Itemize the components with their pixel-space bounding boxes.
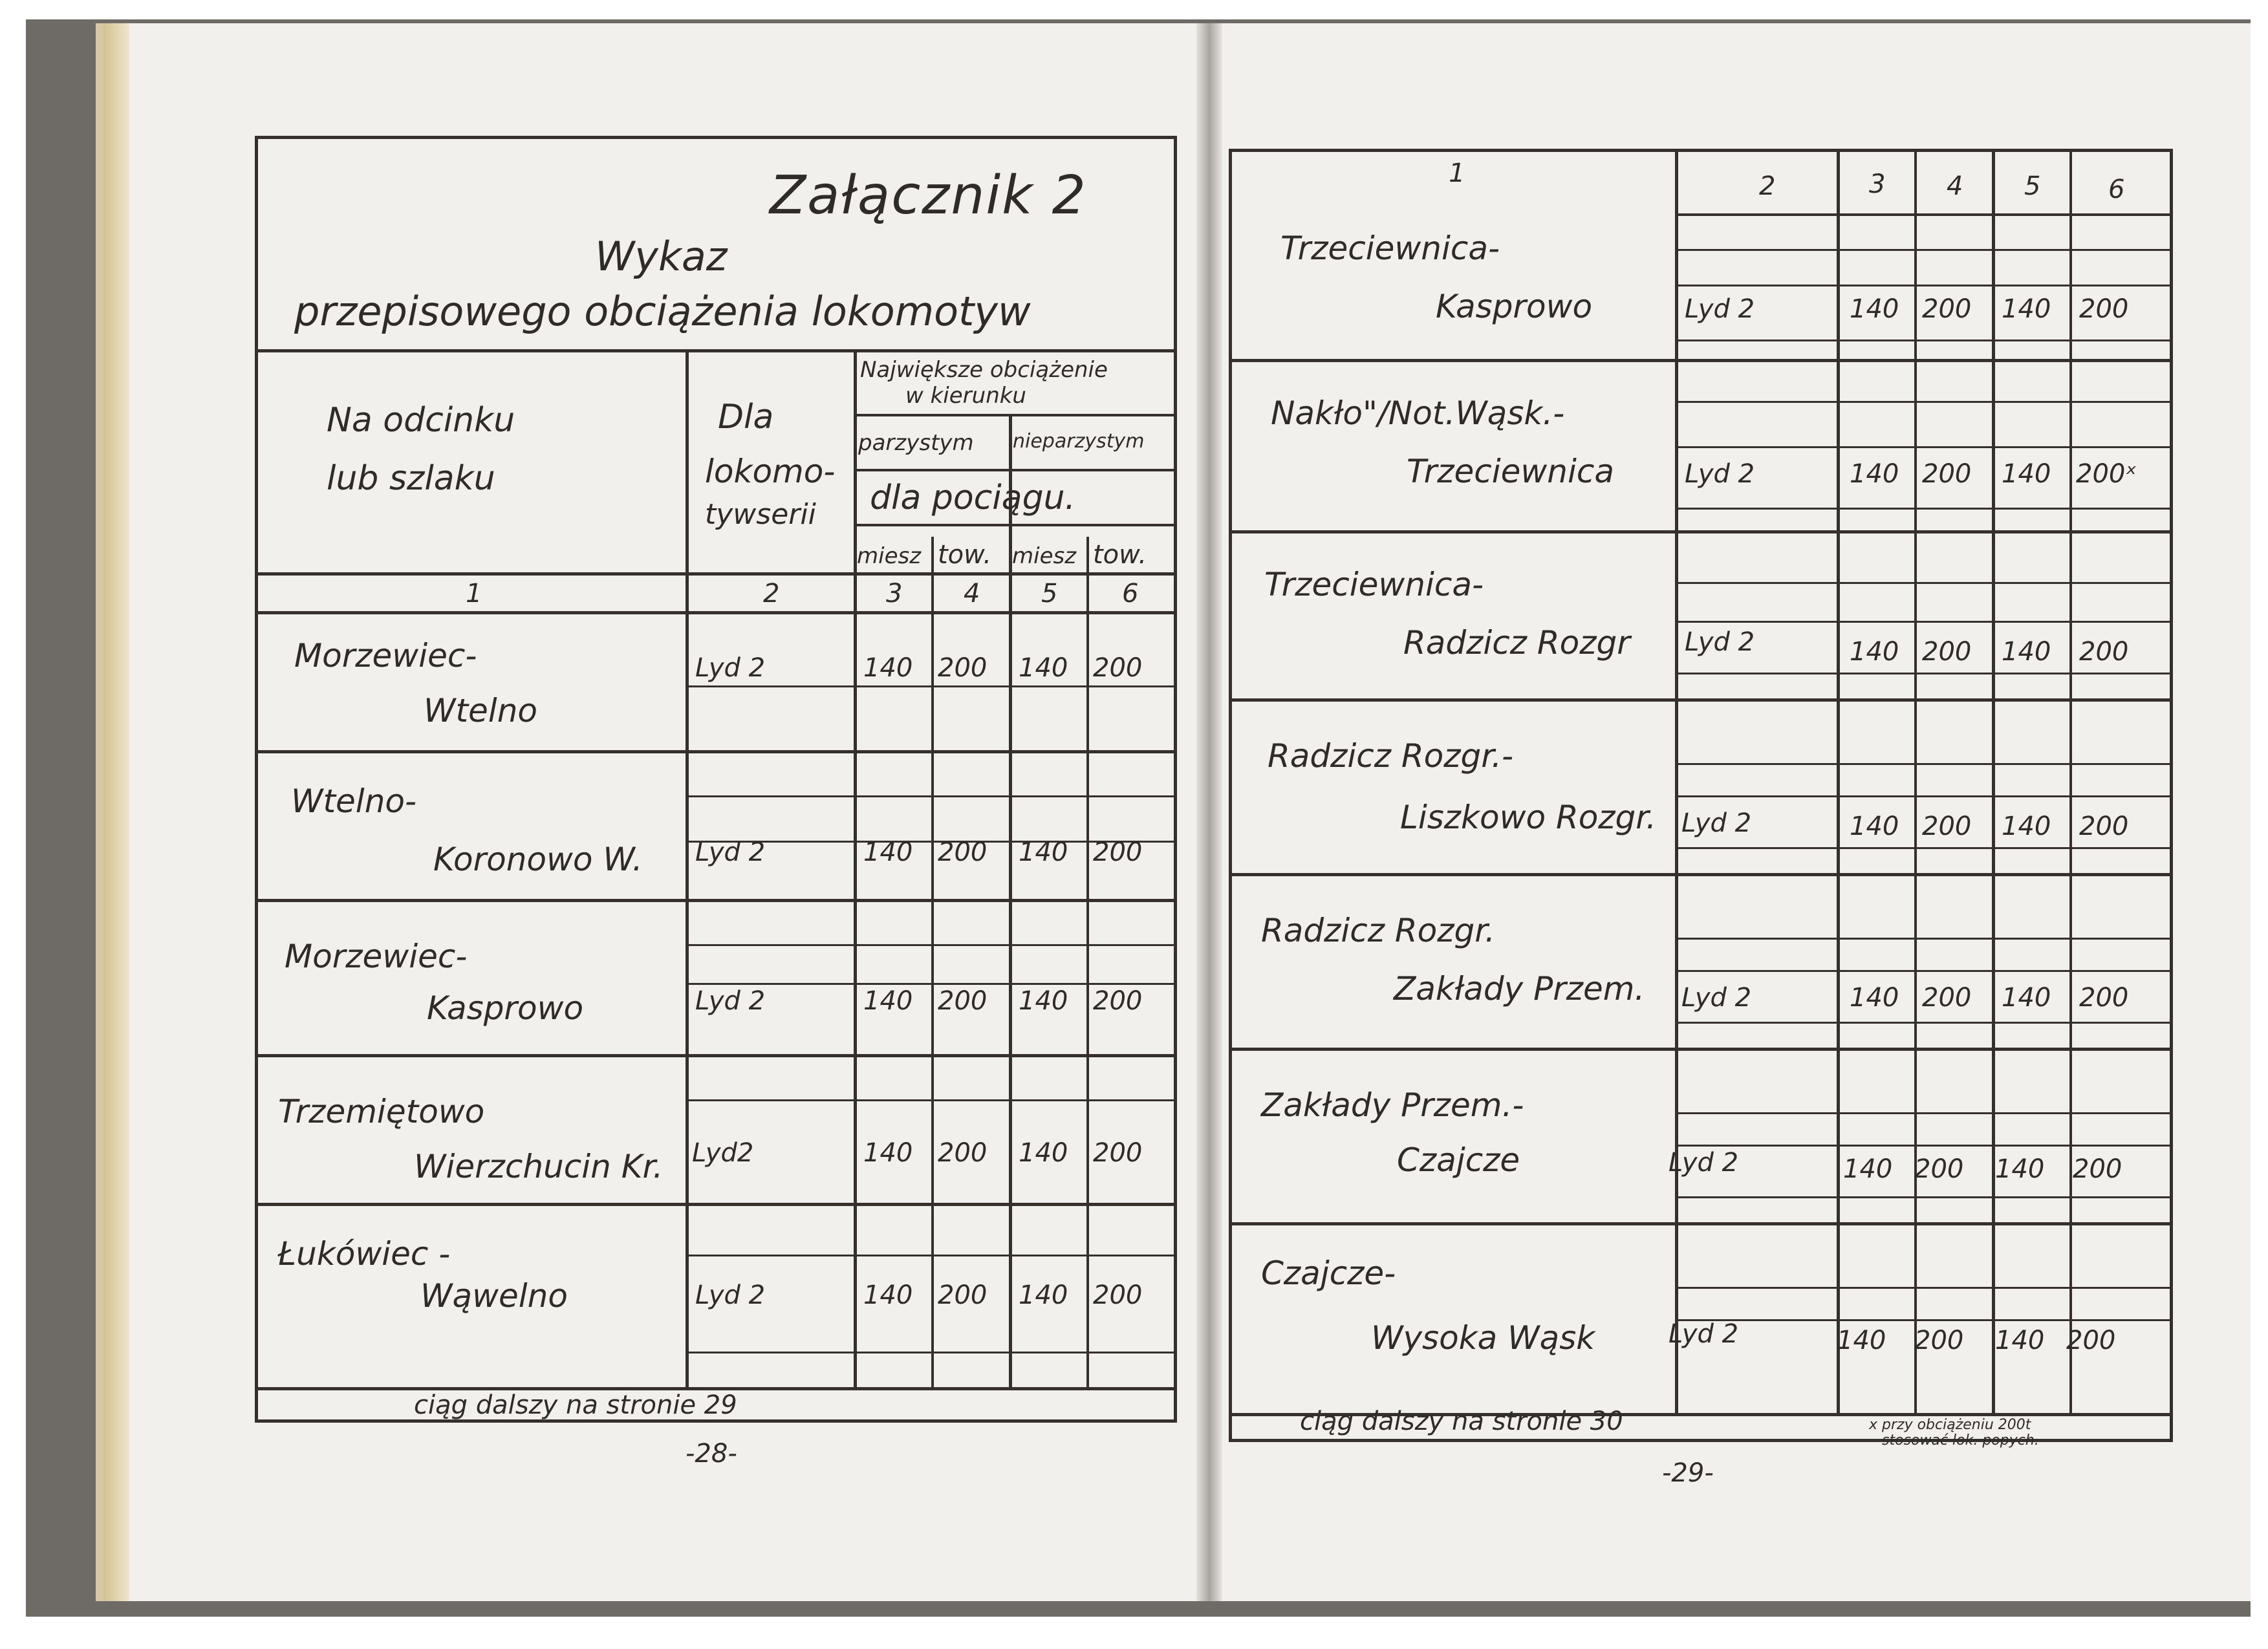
header-even: parzystym xyxy=(858,430,974,456)
load-value: 200 xyxy=(1093,986,1143,1016)
loco-series: Lyd 2 xyxy=(1669,1319,1739,1349)
load-value: 140 xyxy=(863,986,913,1016)
load-value: 200 xyxy=(2079,812,2129,841)
header-for-train: dla pociągu. xyxy=(870,479,1076,517)
load-value: 200 xyxy=(938,1280,988,1310)
load-value: 140 xyxy=(1837,1326,1886,1355)
load-value: 200 xyxy=(938,837,988,867)
load-value: 200 xyxy=(2073,1154,2122,1184)
doc-title-line2: przepisowego obciążenia lokomotyw xyxy=(294,288,1031,335)
route-from: Radzicz Rozgr. xyxy=(1261,912,1496,949)
load-value: 200 xyxy=(1922,983,1972,1013)
load-value: 200 xyxy=(1922,459,1972,489)
loco-series: Lyd 2 xyxy=(695,837,766,867)
load-value: 200 xyxy=(1093,653,1143,683)
col-number: 2 xyxy=(1759,171,1776,201)
header-series-l1: Dla xyxy=(718,398,774,436)
loco-series: Lyd 2 xyxy=(1685,294,1755,324)
route-to: Wierzchucin Kr. xyxy=(414,1148,664,1185)
route-to: Liszkowo Rozgr. xyxy=(1400,799,1657,836)
header-section-l2: lub szlaku xyxy=(327,459,495,498)
loco-series: Lyd2 xyxy=(692,1138,754,1168)
route-to: Wąwelno xyxy=(420,1277,568,1315)
load-value: 140 xyxy=(2002,983,2051,1013)
header-col4: tow. xyxy=(938,540,992,570)
route-to: Kasprowo xyxy=(427,989,584,1027)
footnote-line1: x przy obciążeniu 200t xyxy=(1869,1417,2031,1433)
col-number: 1 xyxy=(466,579,482,609)
load-value: 140 xyxy=(1019,837,1068,867)
route-to: Kasprowo xyxy=(1436,288,1593,325)
load-value: 200 xyxy=(2079,294,2129,324)
header-max-load-l2: w kierunku xyxy=(905,383,1026,409)
route-from: Morzewiec- xyxy=(294,637,477,674)
route-to: Zakłady Przem. xyxy=(1394,970,1645,1008)
load-value: 200 xyxy=(1922,812,1972,841)
loco-series: Lyd 2 xyxy=(1669,1148,1739,1178)
route-from: Czajcze- xyxy=(1261,1255,1396,1292)
col-number: 2 xyxy=(763,579,780,609)
load-value: 200 xyxy=(1093,837,1143,867)
header-col5: miesz xyxy=(1012,543,1077,569)
route-from: Nakło"/Not.Wąsk.- xyxy=(1271,394,1565,432)
continuation-note: ciąg dalszy na stronie 30 xyxy=(1300,1406,1623,1436)
annex-title: Załącznik 2 xyxy=(770,165,1087,226)
page-number: -28- xyxy=(686,1439,737,1469)
load-value: 140 xyxy=(2002,812,2051,841)
route-to: Radzicz Rozgr xyxy=(1403,624,1630,662)
route-to: Wysoka Wąsk xyxy=(1371,1319,1595,1357)
continuation-note: ciąg dalszy na stronie 29 xyxy=(414,1390,737,1420)
col-number: 6 xyxy=(2108,175,2125,204)
loco-series: Lyd 2 xyxy=(1681,808,1752,838)
page-edge xyxy=(103,23,129,1601)
load-value: 140 xyxy=(2002,294,2051,324)
load-value: 140 xyxy=(863,1280,913,1310)
route-to: Trzeciewnica xyxy=(1407,453,1614,490)
load-value: 200 xyxy=(1093,1138,1143,1168)
load-value: 200 xyxy=(1922,294,1972,324)
route-to: Czajcze xyxy=(1397,1141,1520,1179)
route-to: Wtelno xyxy=(424,692,537,729)
loco-series: Lyd 2 xyxy=(695,1280,766,1310)
load-value: 200 xyxy=(1914,1326,1964,1355)
col-number: 3 xyxy=(886,579,903,609)
header-section-l1: Na odcinku xyxy=(327,401,515,440)
doc-title-line1: Wykaz xyxy=(595,233,728,280)
header-max-load-l1: Największe obciążenie xyxy=(860,357,1108,383)
loco-series: Lyd 2 xyxy=(695,986,766,1016)
loco-series: Lyd 2 xyxy=(1685,459,1755,489)
load-value: 140 xyxy=(863,653,913,683)
load-value: 140 xyxy=(1995,1326,2045,1355)
load-value: 200 xyxy=(2079,983,2129,1013)
col-number: 4 xyxy=(1947,171,1963,201)
load-value: 200 xyxy=(2079,637,2129,667)
header-series-l3: tywserii xyxy=(705,498,816,531)
route-from: Morzewiec- xyxy=(285,938,468,975)
load-value: 140 xyxy=(2002,459,2051,489)
load-value: 140 xyxy=(863,1138,913,1168)
route-from: Trzeciewnica- xyxy=(1264,566,1484,603)
load-value: 200 xyxy=(1093,1280,1143,1310)
header-odd: nieparzystym xyxy=(1013,430,1145,453)
book-gutter xyxy=(1196,23,1222,1601)
load-value: 200 xyxy=(938,1138,988,1168)
route-from: Trzemiętowo xyxy=(278,1093,485,1130)
header-col3: miesz xyxy=(857,543,922,569)
loco-series: Lyd 2 xyxy=(1685,627,1755,657)
col-number: 5 xyxy=(2024,171,2041,201)
route-from: Radzicz Rozgr.- xyxy=(1268,737,1514,775)
col-number: 5 xyxy=(1041,579,1058,609)
load-value: 140 xyxy=(1995,1154,2045,1184)
load-value: 140 xyxy=(1850,812,1899,841)
load-value: 140 xyxy=(1019,1280,1068,1310)
load-value: 140 xyxy=(1019,653,1068,683)
col-number: 6 xyxy=(1122,579,1139,609)
load-value: 140 xyxy=(863,837,913,867)
load-value: 200 xyxy=(2066,1326,2116,1355)
route-from: Łukówiec - xyxy=(278,1235,451,1273)
route-from: Trzeciewnica- xyxy=(1280,230,1500,267)
col-number: 4 xyxy=(964,579,980,609)
load-value: 140 xyxy=(1850,294,1899,324)
footnote-line2: stosować lok. popych. xyxy=(1882,1432,2039,1449)
loco-series: Lyd 2 xyxy=(695,653,766,683)
loco-series: Lyd 2 xyxy=(1681,983,1752,1013)
load-value: 140 xyxy=(1019,1138,1068,1168)
load-value: 200 xyxy=(1922,637,1972,667)
page-number: -29- xyxy=(1662,1458,1714,1488)
load-value: 200 xyxy=(938,986,988,1016)
route-from: Wtelno- xyxy=(291,782,417,820)
header-col6: tow. xyxy=(1093,540,1147,570)
route-to: Koronowo W. xyxy=(433,841,643,878)
load-value: 140 xyxy=(1850,983,1899,1013)
col-number: 1 xyxy=(1449,158,1465,188)
header-series-l2: lokomo- xyxy=(705,453,836,490)
load-value: 200 xyxy=(1914,1154,1964,1184)
load-value: 140 xyxy=(1850,637,1899,667)
route-from: Zakłady Przem.- xyxy=(1261,1086,1524,1124)
load-value: 200ˣ xyxy=(2076,459,2137,489)
load-value: 140 xyxy=(2002,637,2051,667)
load-value: 140 xyxy=(1019,986,1068,1016)
load-value: 140 xyxy=(1843,1154,1893,1184)
load-value: 140 xyxy=(1850,459,1899,489)
load-value: 200 xyxy=(938,653,988,683)
col-number: 3 xyxy=(1869,169,1886,199)
